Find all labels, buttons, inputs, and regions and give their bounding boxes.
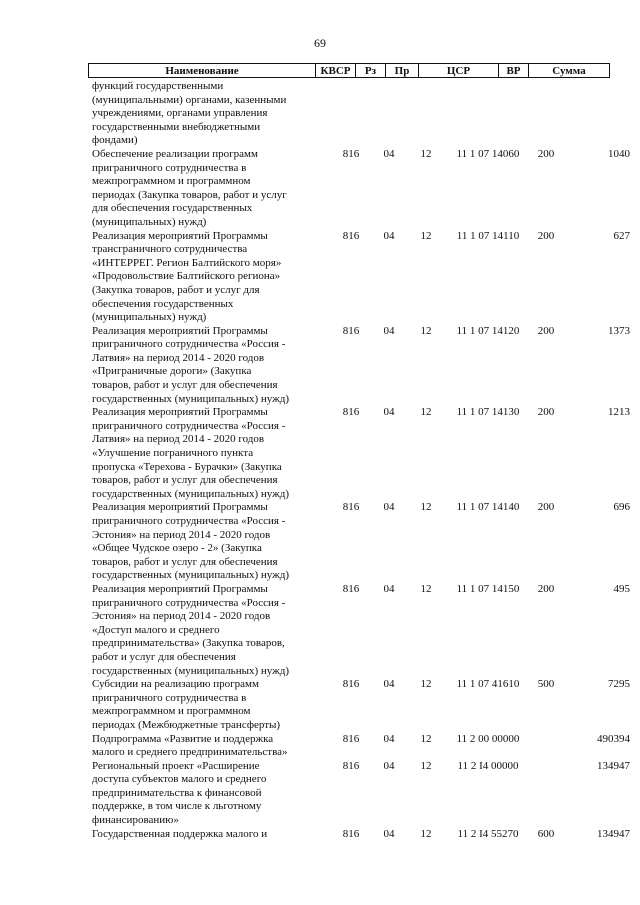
row-csr: 11 2 I4 00000 [457, 759, 519, 772]
row-name-line: пропуска «Терехова - Бурачки» (Закупка [92, 460, 282, 473]
row-name [92, 760, 312, 828]
row-csr: 11 1 07 14130 [456, 406, 520, 419]
row-name-line: малого и среднего предпринимательства» [92, 746, 288, 759]
row-vr: 500 [537, 678, 555, 691]
row-vr: 200 [537, 406, 555, 419]
row-name-line: приграничного сотрудничества в [92, 691, 247, 704]
row-vr: 200 [537, 324, 555, 337]
table-row [92, 678, 630, 732]
row-name-line: Эстония» на период 2014 - 2020 годов [92, 528, 271, 541]
row-name-line: межпрограммном и программном [92, 705, 251, 718]
row-sum: 627 [613, 229, 630, 242]
row-name-line: Государственная поддержка малого и [92, 827, 268, 840]
row-name-line: приграничного сотрудничества в [92, 161, 247, 174]
row-name-line: (Закупка товаров, работ и услуг для [92, 283, 260, 296]
row-csr: 11 1 07 14150 [456, 582, 520, 595]
row-vr: 200 [537, 147, 555, 160]
row-name-line: приграничного сотрудничества «Россия - [92, 596, 286, 609]
row-kvsr: 816 [342, 501, 360, 514]
row-name-line: Латвия» на период 2014 - 2020 годов [92, 351, 265, 364]
row-name-line: Субсидии на реализацию программ [92, 678, 259, 691]
row-name [92, 583, 312, 678]
table-row [92, 759, 630, 828]
row-name-line: товаров, работ и услуг для обеспечения [92, 379, 278, 392]
row-csr: 11 2 00 00000 [456, 732, 520, 745]
row-name [92, 325, 312, 407]
row-pr: 12 [420, 678, 432, 691]
row-pr: 12 [420, 406, 432, 419]
row-name-line: финансированию» [92, 814, 179, 827]
row-kvsr: 816 [342, 827, 360, 840]
table-row [92, 827, 630, 842]
page-number: 69 [314, 36, 326, 50]
row-name-line: трансграничного сотрудничества [92, 243, 248, 256]
row-sum: 7295 [608, 678, 630, 691]
row-name [92, 80, 312, 148]
row-name [92, 501, 312, 583]
row-name-line: Реализация мероприятий Программы [92, 582, 268, 595]
row-name-line: доступа субъектов малого и среднего [92, 773, 267, 786]
row-pr: 12 [420, 582, 432, 595]
row-name-line: фондами) [92, 134, 138, 147]
row-name-line: работ и услуг для обеспечения [92, 650, 236, 663]
row-name-line: «Приграничные дороги» (Закупка [92, 365, 252, 378]
row-csr: 11 2 I4 55270 [457, 827, 519, 840]
row-name-line: приграничного сотрудничества «Россия - [92, 338, 286, 351]
row-csr: 11 1 07 14060 [456, 147, 520, 160]
row-name [92, 406, 312, 501]
header-pr: Пр [385, 64, 418, 77]
table-row [92, 406, 630, 501]
row-kvsr: 816 [342, 732, 360, 745]
row-name-line: Региональный проект «Расширение [92, 759, 260, 772]
row-name-line: государственных (муниципальных) нужд) [92, 392, 289, 405]
row-pr: 12 [420, 324, 432, 337]
row-name-line: «Улучшение пограничного пункта [92, 447, 254, 460]
row-name-line: приграничного сотрудничества «Россия - [92, 515, 286, 527]
row-name-line: «Общее Чудское озеро - 2» (Закупка [92, 542, 262, 555]
row-name-line: Реализация мероприятий Программы [92, 324, 268, 337]
table-row [92, 80, 612, 148]
header-csr: ЦСР [418, 64, 498, 77]
row-pr: 12 [420, 759, 432, 772]
row-name [92, 678, 312, 732]
row-sum: 1373 [608, 324, 630, 337]
row-sum: 490394 [597, 732, 630, 745]
row-name [92, 230, 312, 325]
row-name-line: «Доступ малого и среднего [92, 623, 220, 636]
header-name: Наименование [165, 65, 239, 77]
header-sum: Сумма [528, 64, 609, 77]
row-name-line: Латвия» на период 2014 - 2020 годов [92, 433, 265, 446]
row-kvsr: 816 [342, 678, 360, 691]
row-vr: 200 [537, 229, 555, 242]
row-name-line: «Продовольствие Балтийского региона» [92, 270, 281, 283]
table-body [92, 80, 630, 841]
row-csr: 11 1 07 41610 [456, 678, 520, 691]
row-pr: 12 [420, 229, 432, 242]
row-rz: 04 [383, 678, 395, 691]
row-csr: 11 1 07 14140 [456, 501, 520, 514]
row-name-line: товаров, работ и услуг для обеспечения [92, 474, 278, 487]
row-name-line: учреждениями, органами управления [92, 107, 268, 120]
row-csr: 11 1 07 14120 [456, 324, 520, 337]
row-sum: 1213 [608, 406, 630, 419]
row-kvsr: 816 [342, 582, 360, 595]
row-pr: 12 [420, 147, 432, 160]
row-rz: 04 [383, 147, 395, 160]
row-kvsr: 816 [342, 406, 360, 419]
row-name-line: Эстония» на период 2014 - 2020 годов [92, 610, 271, 623]
row-kvsr: 816 [342, 229, 360, 242]
row-name-line: обеспечения государственных [92, 297, 234, 310]
row-name-line: межпрограммном и программном [92, 175, 251, 188]
header-kvsr: КВСР [315, 64, 355, 77]
row-name-line: периодах (Межбюджетные трансферты) [92, 718, 281, 731]
row-name-line: государственными внебюджетными [92, 120, 261, 133]
table-row [92, 582, 630, 678]
row-sum: 1040 [608, 147, 630, 160]
row-name-line: Реализация мероприятий Программы [92, 501, 268, 514]
row-name-line: Подпрограмма «Развитие и поддержка [92, 732, 274, 745]
row-csr: 11 1 07 14110 [456, 229, 520, 242]
row-kvsr: 816 [342, 324, 360, 337]
row-rz: 04 [383, 324, 395, 337]
row-pr: 12 [420, 827, 432, 840]
row-name [92, 828, 312, 842]
row-kvsr: 816 [342, 147, 360, 160]
row-rz: 04 [383, 406, 395, 419]
header-rz: Рз [355, 64, 385, 77]
row-name-line: товаров, работ и услуг для обеспечения [92, 555, 278, 568]
row-name-line: Реализация мероприятий Программы [92, 229, 268, 242]
row-name-line: государственных (муниципальных) нужд) [92, 664, 289, 677]
row-name-line: (муниципальных) нужд) [92, 215, 207, 228]
row-rz: 04 [383, 229, 395, 242]
row-name-line: (муниципальных) нужд) [92, 311, 207, 324]
row-name-line: периодах (Закупка товаров, работ и услуг [92, 188, 287, 201]
row-sum: 495 [613, 582, 630, 595]
row-name-line: государственных (муниципальных) нужд) [92, 487, 289, 500]
row-vr: 600 [537, 827, 555, 840]
row-pr: 12 [420, 732, 432, 745]
table-row [92, 229, 630, 325]
table-row [92, 501, 630, 583]
row-pr: 12 [420, 501, 432, 514]
table-row [92, 324, 630, 407]
row-name-line: приграничного сотрудничества «Россия - [92, 419, 286, 432]
row-name [92, 733, 312, 760]
row-name-line: предпринимательства» (Закупка товаров, [92, 637, 285, 650]
row-name-line: функций государственными [92, 80, 224, 92]
header-vr: ВР [498, 64, 528, 77]
row-sum: 134947 [597, 827, 630, 840]
row-kvsr: 816 [342, 759, 360, 772]
row-sum: 696 [613, 501, 630, 514]
row-rz: 04 [383, 827, 395, 840]
row-rz: 04 [383, 732, 395, 745]
row-name-line: поддержке, в том числе к льготному [92, 800, 262, 813]
row-name-line: (муниципальными) органами, казенными [92, 93, 287, 106]
table-header [88, 63, 610, 78]
table-row [92, 147, 630, 230]
row-name-line: «ИНТЕРРЕГ. Регион Балтийского моря» [92, 256, 282, 269]
row-vr: 200 [537, 501, 555, 514]
row-vr: 200 [537, 582, 555, 595]
row-name-line: предпринимательства к финансовой [92, 786, 262, 799]
row-name-line: Реализация мероприятий Программы [92, 406, 268, 419]
row-rz: 04 [383, 582, 395, 595]
row-sum: 134947 [597, 759, 630, 772]
row-rz: 04 [383, 501, 395, 514]
row-name-line: Обеспечение реализации программ [92, 147, 258, 160]
row-name-line: государственных (муниципальных) нужд) [92, 569, 289, 582]
row-rz: 04 [383, 759, 395, 772]
row-name [92, 148, 312, 230]
table-row [92, 732, 630, 760]
row-name-line: для обеспечения государственных [92, 202, 253, 215]
